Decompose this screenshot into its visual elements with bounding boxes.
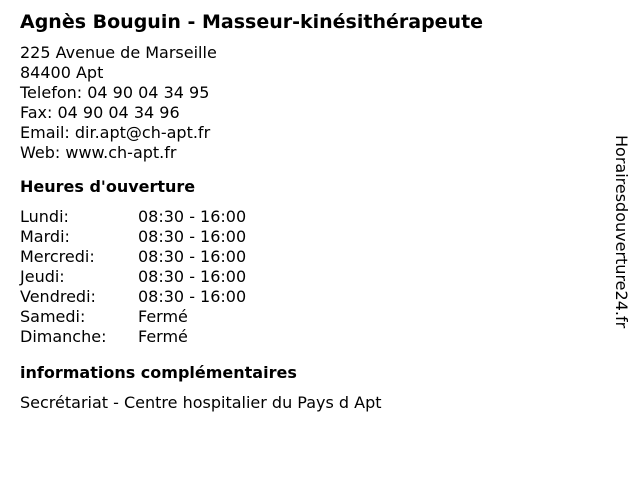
website: Web: www.ch-apt.fr: [20, 143, 177, 162]
day-label: Vendredi:: [20, 287, 96, 306]
time-value: 08:30 - 16:00: [138, 287, 247, 306]
site-watermark: Horairesdouverture24.fr: [612, 135, 631, 329]
hours-row-monday: [20, 207, 600, 227]
day-label: Mardi:: [20, 227, 70, 246]
email-address: Email: dir.apt@ch-apt.fr: [20, 123, 211, 142]
time-value: 08:30 - 16:00: [138, 227, 247, 246]
hours-row-tuesday: [20, 227, 600, 247]
time-value: 08:30 - 16:00: [138, 207, 247, 226]
day-label: Jeudi:: [20, 267, 65, 286]
address-street: 225 Avenue de Marseille: [20, 43, 217, 62]
hours-row-wednesday: [20, 247, 600, 267]
day-label: Dimanche:: [20, 327, 107, 346]
business-listing: [20, 10, 600, 413]
contact-block: [20, 43, 600, 163]
time-value: 08:30 - 16:00: [138, 247, 247, 266]
time-value: Fermé: [138, 307, 188, 326]
hours-row-saturday: [20, 307, 600, 327]
phone-number: Telefon: 04 90 04 34 95: [20, 83, 210, 102]
address-city: 84400 Apt: [20, 63, 104, 82]
opening-hours-list: [20, 207, 600, 347]
fax-number: Fax: 04 90 04 34 96: [20, 103, 180, 122]
hours-row-thursday: [20, 267, 600, 287]
opening-hours-heading: Heures d'ouverture: [20, 177, 196, 196]
additional-info-text: Secrétariat - Centre hospitalier du Pays d Apt: [20, 393, 382, 412]
time-value: Fermé: [138, 327, 188, 346]
time-value: 08:30 - 16:00: [138, 267, 247, 286]
day-label: Mercredi:: [20, 247, 95, 266]
additional-info-heading: informations complémentaires: [20, 363, 297, 382]
hours-row-friday: [20, 287, 600, 307]
page-title: Agnès Bouguin - Masseur-kinésithérapeute: [20, 11, 484, 33]
day-label: Samedi:: [20, 307, 86, 326]
hours-row-sunday: [20, 327, 600, 347]
day-label: Lundi:: [20, 207, 69, 226]
